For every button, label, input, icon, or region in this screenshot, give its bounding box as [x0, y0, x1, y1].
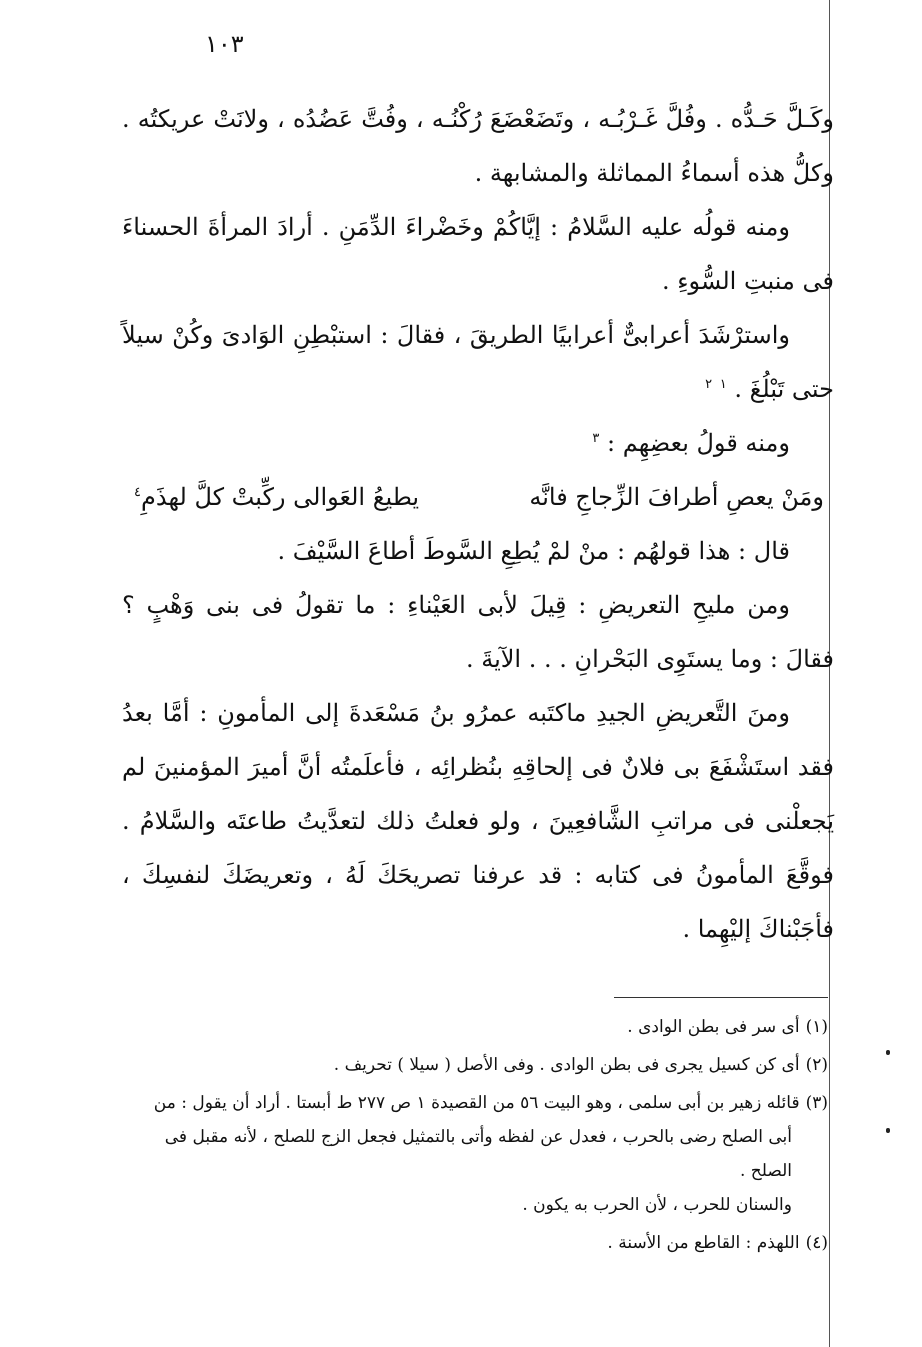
footnote-text: أى كن كسيل يجرى فى بطن الوادى . وفى الأصل ( سيلا ) تحريف . — [333, 1055, 800, 1075]
footnote — [122, 1226, 828, 1260]
footnote-number: (٤) — [805, 1233, 828, 1253]
footnote-ref: ٢ — [705, 377, 713, 392]
paragraph: ومنَ التَّعريضِ الجيدِ ماكتَبه عمرُو بنُ مَسْعَدةَ إلى المأمونِ : أمَّا بعدُ فقد استَشْفَعَ بى فلانٌ فى إلحاقِهِ بنُظرائِه ، فأعلَمتُه أنَّ أميرَ المؤمنينَ لم يَجعلْنى فى مراتبِ الشَّافعِينَ ، ولو فعلتُ ذلك لتعدَّيتُ طاعتَه والسَّلامُ . فوقَّعَ المأمونُ فى كتابه : قد عرفنا تصريحَكَ لَهُ ، وتعريضَكَ لنفسِكَ ، فأجَبْناكَ إليْهِما . — [122, 699, 834, 943]
footnote-text: قائله زهير بن أبى سلمى ، وهو البيت ٥٦ من القصيدة ١ ص ٢٧٧ ط أبستا . أراد أن يقول : من — [153, 1093, 800, 1113]
paragraph-text: واسترْشَدَ أعرابىٌّ أعرابيًا الطريقَ ، فقالَ : استبْطِنِ الوَادىَ وكُنْ سيلاً حتى تَبْلُغَ . — [122, 321, 834, 403]
footnote — [122, 1010, 828, 1044]
footnote-ref: ١ — [719, 377, 727, 392]
verse-first-hemistich: ومَنْ يعصِ أطرافَ الزِّجاجِ فانَّه — [529, 483, 824, 511]
footnote — [122, 1086, 828, 1120]
footnote-continuation: والسنان للحرب ، لأن الحرب به يكون . — [522, 1195, 792, 1215]
poem-verse — [122, 470, 834, 524]
scan-speck — [886, 1128, 890, 1133]
footnote-number: (٣) — [805, 1093, 828, 1113]
verse-second-hemistich — [134, 470, 419, 524]
paragraph — [122, 416, 834, 470]
footnote-text: أى سر فى بطن الوادى . — [627, 1017, 800, 1037]
scan-speck — [886, 1050, 890, 1055]
footnote-continuation: أبى الصلح رضى بالحرب ، فعدل عن لفظه وأتى بالتمثيل فجعل الزج للصلح ، لأنه مقبل فى الصلح . — [164, 1127, 792, 1181]
paragraph-text: ومنه قولُ بعضِهِم : — [607, 429, 790, 457]
footnote-separator — [614, 997, 828, 998]
footnote-ref: ٤ — [134, 485, 141, 500]
paragraph: قال : هذا قولهُم : منْ لمْ يُطِعِ السَّوطَ أطاعَ السَّيْفَ . — [277, 537, 790, 565]
footnote-number: (١) — [805, 1017, 828, 1037]
paragraph: وكَـلَّ حَـدُّه . وفُلَّ غَـرْبُـه ، وتَضَعْضَعَ رُكْنُـه ، وفُتَّ عَضُدُه ، ولانَتْ عريكتُه . وكلُّ هذه أسماءُ المماثلة والمشابهة . — [122, 105, 834, 187]
footnote-ref: ٣ — [592, 431, 600, 446]
footnote — [122, 1048, 828, 1082]
paragraph — [122, 308, 834, 416]
footnotes — [122, 1010, 828, 1264]
verse-second-text: يطيعُ العَوالى ركِّبتْ كلَّ لهذَمِ — [140, 483, 420, 511]
paragraph: ومنه قولُه عليه السَّلامُ : إيَّاكُمْ وخَضْراءَ الدِّمَنِ . أرادَ المرأةَ الحسناءَ فى منبتِ السُّوءِ . — [122, 213, 834, 295]
footnote-text: اللهذم : القاطع من الأسنة . — [607, 1233, 800, 1253]
paragraph: ومن مليحِ التعريضِ : قِيلَ لأبى العَيْناءِ : ما تقولُ فى بنى وَهْبٍ ؟ فقالَ : وما يستَوِى البَحْرانِ . . . الآيةَ . — [122, 591, 834, 673]
main-text — [122, 92, 834, 956]
footnote-number: (٢) — [805, 1055, 828, 1075]
page-number: ١٠٣ — [205, 30, 244, 58]
